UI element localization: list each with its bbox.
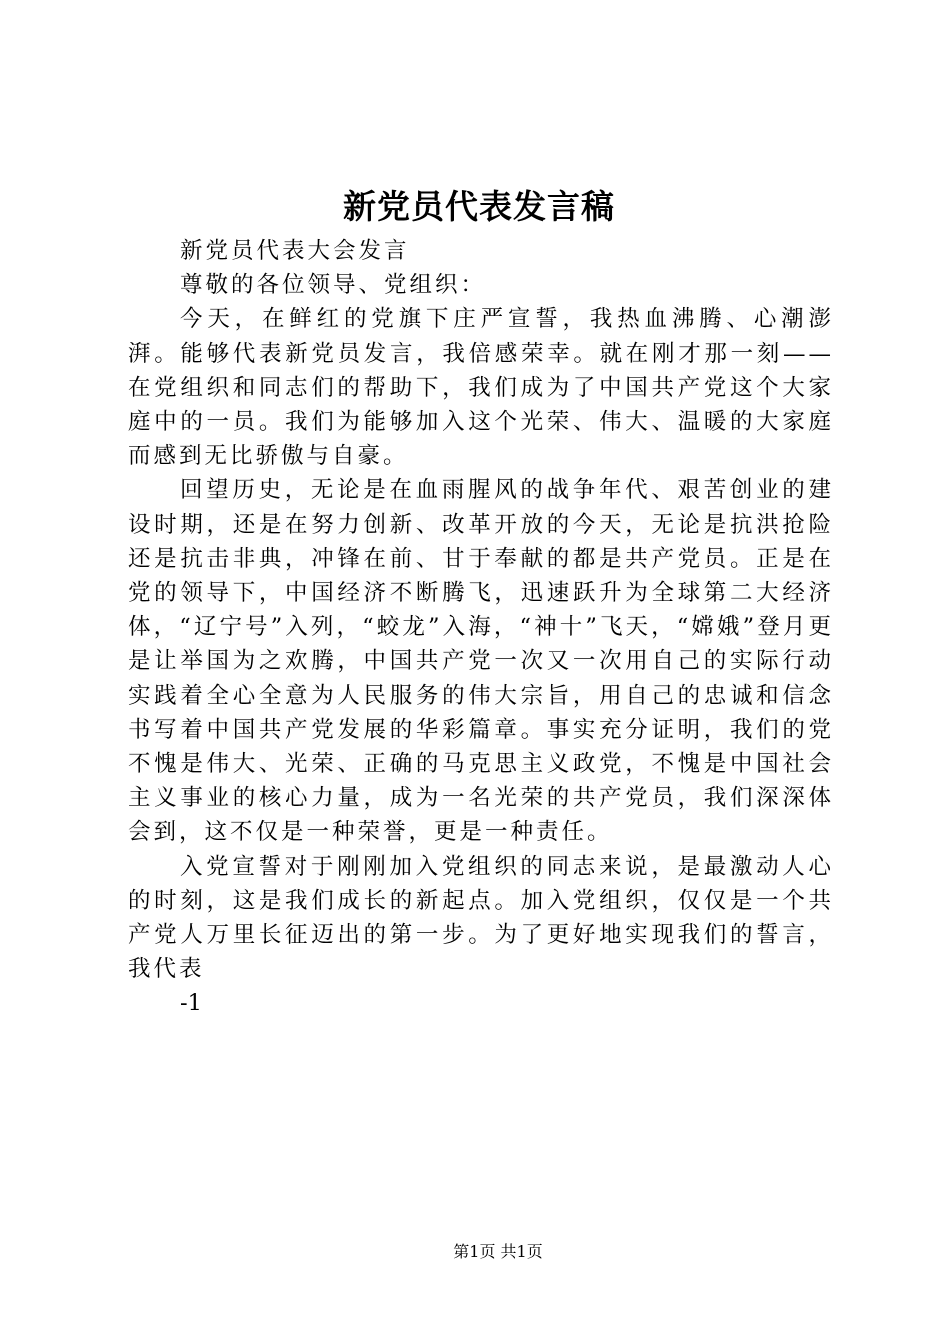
body-paragraph: 今天，在鲜红的党旗下庄严宣誓，我热血沸腾、心潮澎湃。能够代表新党员发言，我倍感荣幸。就在刚才那一刻——在党组织和同志们的帮助下，我们成为了中国共产党这个大家庭中的一员。我们为能够加入这个光荣、伟大、温暖的大家庭而感到无比骄傲与自豪。	[128, 306, 834, 470]
salutation-paragraph: 尊敬的各位领导、党组织：	[180, 272, 487, 299]
body-paragraph: 回望历史，无论是在血雨腥风的战争年代、艰苦创业的建设时期，还是在努力创新、改革开放的今天，无论是抗洪抢险还是抗击非典，冲锋在前、甘于奉献的都是共产党员。正是在党的领导下，中国经济不断腾飞，迅速跃升为全球第二大经济体，“辽宁号”入列，“蛟龙”入海，“神十”飞天，“嫦娥”登月更是让举国为之欢腾，中国共产党一次又一次用自己的实际行动实践着全心全意为人民服务的伟大宗旨，用自己的忠诚和信念书写着中国共产党发展的华彩篇章。事实充分证明，我们的党不愧是伟大、光荣、正确的马克思主义政党，不愧是中国社会主义事业的核心力量，成为一名光荣的共产党员，我们深深体会到，这不仅是一种荣誉，更是一种责任。	[128, 477, 834, 846]
document-title: 新党员代表发言稿	[343, 187, 615, 226]
body-paragraph: 入党宣誓对于刚刚加入党组织的同志来说，是最激动人心的时刻，这是我们成长的新起点。加入党组织，仅仅是一个共产党人万里长征迈出的第一步。为了更好地实现我们的誓言，我代表	[128, 853, 834, 983]
subtitle-paragraph: 新党员代表大会发言	[180, 238, 410, 264]
page-break-mark: -1	[180, 990, 202, 1017]
document-body	[128, 234, 834, 1021]
page-footer: 第1页 共1页	[453, 1242, 543, 1261]
